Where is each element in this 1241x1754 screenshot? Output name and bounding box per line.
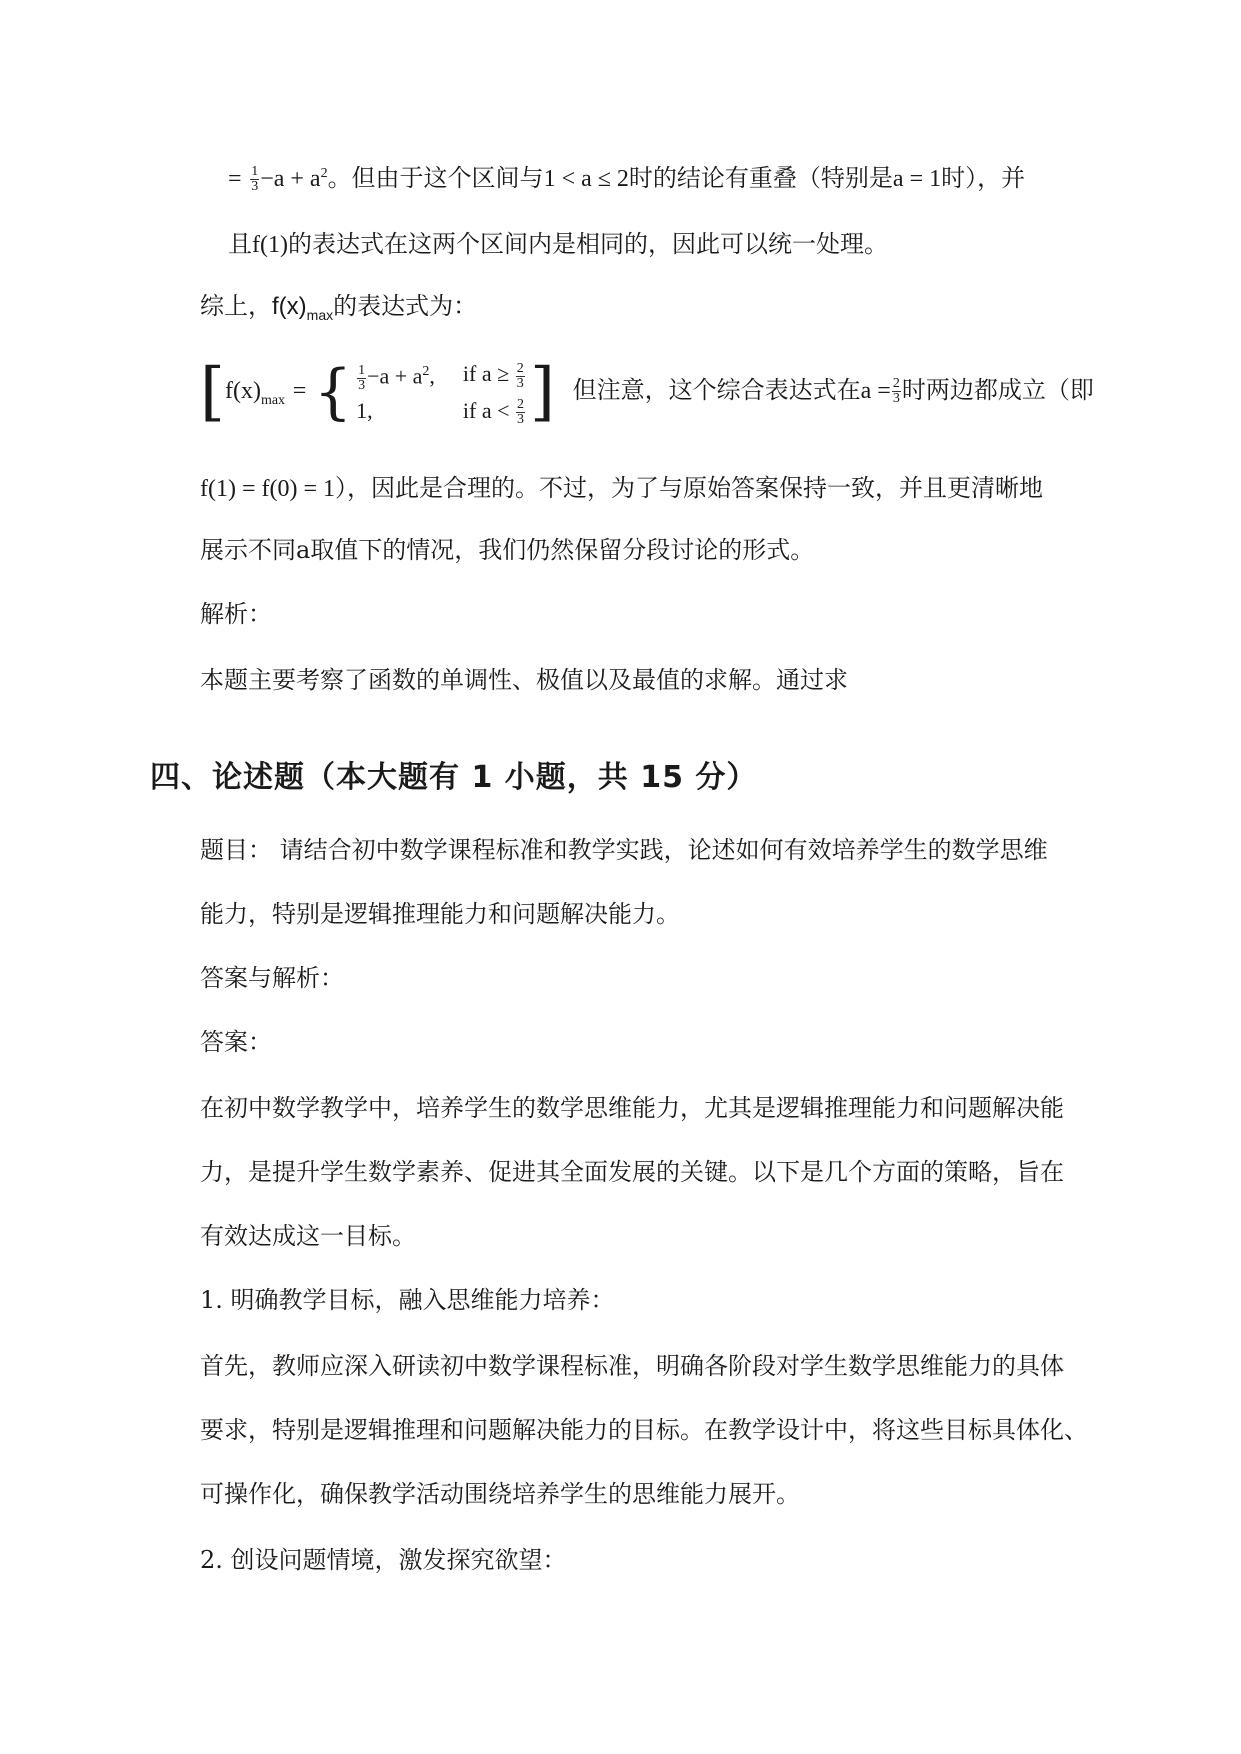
text: 。但由于这个区间与 xyxy=(327,164,544,192)
case-2-expression: 1, xyxy=(356,397,373,423)
text: ），因此是合理的。不过，为了与原始答案保持一致，并且更清晰地 xyxy=(335,474,1044,502)
note-math: a = xyxy=(860,378,891,404)
point-1-line-1: 首先，教师应深入研读初中数学课程标准，明确各阶段对学生数学思维能力的具体 xyxy=(200,1352,1064,1380)
intro-line-2: 力，是提升学生数学素养、促进其全面发展的关键。以下是几个方面的策略，旨在 xyxy=(200,1158,1064,1186)
continuation-line-1 xyxy=(200,472,1043,505)
expression-a-squared: −a + a xyxy=(260,166,321,192)
inequality: 1 < a ≤ 2 xyxy=(543,166,629,192)
note-text: 但注意，这个综合表达式在 xyxy=(572,376,861,404)
fraction-one-third: $\frac{1}{3}$ xyxy=(251,164,259,194)
text: 且 xyxy=(228,230,252,258)
summary-line xyxy=(200,290,477,331)
text: 时的结论有重叠（特别是 xyxy=(628,164,893,192)
analysis-label: 解析： xyxy=(200,600,272,628)
intro-line-3: 有效达成这一目标。 xyxy=(200,1222,416,1250)
derivation-line-1 xyxy=(228,158,1025,195)
answer-label: 答案： xyxy=(200,1028,272,1056)
case-1-expression: $\frac{1}{3}$ $-a + a^2$, xyxy=(358,363,435,394)
right-bracket-icon: ] xyxy=(530,354,556,429)
text: 的表达式为： xyxy=(333,292,478,320)
formula-equals: = xyxy=(292,378,307,404)
exponent: 2 xyxy=(320,166,328,181)
math-fx: f(x) xyxy=(272,293,307,320)
case-2-condition: if a < $\frac{2}{3}$ xyxy=(462,397,525,428)
math-f1: f(1) xyxy=(252,232,288,258)
text: 的表达式在这两个区间内是相同的，因此可以统一处理。 xyxy=(287,230,888,258)
subscript-max: max xyxy=(306,306,334,323)
question-line-1: 题目： 请结合初中数学课程标准和教学实践，论述如何有效培养学生的数学思维 xyxy=(200,836,1048,864)
text: 综上， xyxy=(200,292,272,320)
section-heading: 四、论述题（本大题有 1 小题，共 15 分） xyxy=(150,760,758,795)
case-1-condition: if a ≥ $\frac{2}{3}$ xyxy=(462,360,524,391)
equals-sign: = xyxy=(228,166,242,192)
derivation-line-2 xyxy=(228,228,888,261)
intro-line-1: 在初中数学教学中，培养学生的数学思维能力，尤其是逻辑推理能力和问题解决能 xyxy=(200,1094,1064,1122)
text: 时），并 xyxy=(941,164,1026,192)
point-2-title: 2. 创设问题情境，激发探究欲望： xyxy=(200,1546,567,1574)
note-text-b: 时两边都成立（即 xyxy=(901,376,1094,404)
question-line-2: 能力，特别是逻辑推理能力和问题解决能力。 xyxy=(200,900,680,928)
point-1-line-2: 要求，特别是逻辑推理和问题解决能力的目标。在教学设计中，将这些目标具体化、 xyxy=(200,1416,1088,1444)
left-bracket-icon: [ xyxy=(200,354,225,429)
case-1-fraction: $\frac{1}{3}$ xyxy=(358,363,366,394)
note-fraction: $\frac{2}{3}$ xyxy=(892,376,900,406)
case-row-1 xyxy=(352,355,530,393)
piecewise-formula xyxy=(200,350,1094,441)
case-row-2 xyxy=(352,394,530,428)
cases-table xyxy=(352,355,530,427)
math-f1-f0: f(1) = f(0) = 1 xyxy=(200,476,336,502)
point-1-title: 1. 明确教学目标，融入思维能力培养： xyxy=(200,1286,615,1314)
left-brace-icon: { xyxy=(313,356,353,427)
formula-lhs: f(x) xyxy=(224,378,261,404)
point-1-line-3: 可操作化，确保教学活动围绕培养学生的思维能力展开。 xyxy=(200,1480,800,1508)
analysis-text: 本题主要考察了函数的单调性、极值以及最值的求解。通过求 xyxy=(200,666,848,694)
formula-lhs-subscript: max xyxy=(260,392,286,408)
continuation-line-2: 展示不同a取值下的情况，我们仍然保留分段讨论的形式。 xyxy=(200,536,815,564)
math-a-equals-1: a = 1 xyxy=(892,166,942,192)
answer-analysis-label: 答案与解析： xyxy=(200,964,344,992)
